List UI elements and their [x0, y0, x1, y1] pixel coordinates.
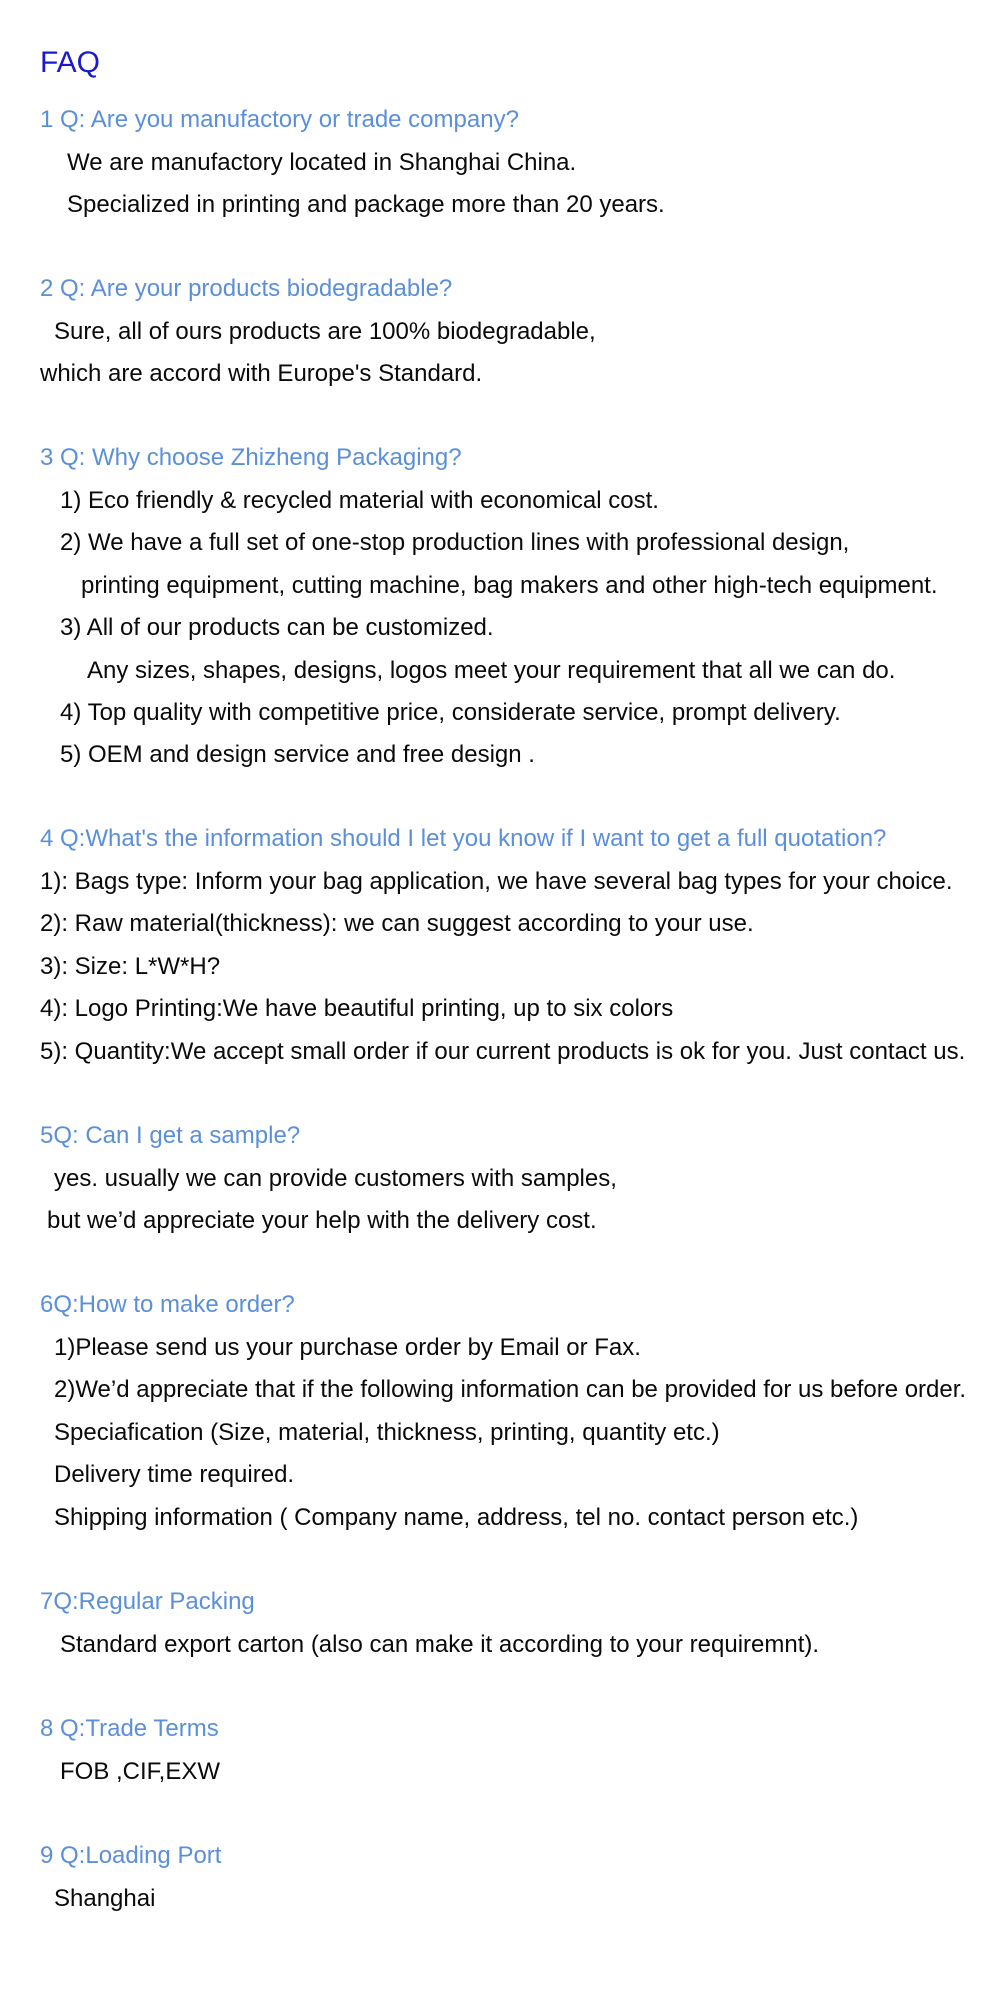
faq-answer-line: Any sizes, shapes, designs, logos meet your requirement that all we can do. — [87, 657, 896, 684]
faq-question-9: 9 Q:Loading Port — [40, 1842, 222, 1869]
faq-answer-line: Specialized in printing and package more than 20 years. — [67, 191, 665, 218]
faq-question-8: 8 Q:Trade Terms — [40, 1715, 219, 1742]
faq-answer-line: 3): Size: L*W*H? — [40, 953, 221, 980]
faq-answer-line: Shipping information ( Company name, address, tel no. contact person etc.) — [54, 1504, 859, 1531]
faq-answer-line: 1) Eco friendly & recycled material with economical cost. — [60, 487, 659, 514]
faq-answer-line: 2) We have a full set of one-stop production lines with professional design, — [60, 529, 850, 556]
faq-question-7: 7Q:Regular Packing — [40, 1588, 255, 1615]
faq-answer-line: 5) OEM and design service and free design . — [60, 741, 535, 768]
faq-answer-line: Standard export carton (also can make it according to your requiremnt). — [60, 1631, 820, 1658]
faq-answer-line: FOB ,CIF,EXW — [60, 1758, 221, 1785]
faq-question-3: 3 Q: Why choose Zhizheng Packaging? — [40, 444, 462, 471]
faq-answer-line: yes. usually we can provide customers with samples, — [54, 1165, 617, 1192]
faq-question-6: 6Q:How to make order? — [40, 1291, 295, 1318]
faq-question-2: 2 Q: Are your products biodegradable? — [40, 275, 453, 302]
faq-answer-line: Delivery time required. — [54, 1461, 295, 1488]
faq-question-5: 5Q: Can I get a sample? — [40, 1122, 301, 1149]
faq-answer-line: 1): Bags type: Inform your bag application, we have several bag types for your choice. — [40, 868, 953, 895]
faq-answer-line: 3) All of our products can be customized. — [60, 614, 494, 641]
faq-answer-line: which are accord with Europe's Standard. — [40, 360, 483, 387]
faq-answer-line: 4): Logo Printing:We have beautiful printing, up to six colors — [40, 995, 674, 1022]
faq-answer-line: 4) Top quality with competitive price, considerate service, prompt delivery. — [60, 699, 841, 726]
faq-answer-line: 2): Raw material(thickness): we can suggest according to your use. — [40, 910, 754, 937]
faq-answer-line: Speciafication (Size, material, thickness, printing, quantity etc.) — [54, 1419, 720, 1446]
faq-answer-line: We are manufactory located in Shanghai China. — [67, 149, 577, 176]
faq-answer-line: 1)Please send us your purchase order by Email or Fax. — [54, 1334, 641, 1361]
faq-question-4: 4 Q:What's the information should I let you know if I want to get a full quotation? — [40, 825, 887, 852]
faq-answer-line: Sure, all of ours products are 100% biodegradable, — [54, 318, 596, 345]
faq-question-1: 1 Q: Are you manufactory or trade company? — [40, 106, 519, 133]
faq-answer-line: Shanghai — [54, 1885, 156, 1912]
faq-answer-line: 5): Quantity:We accept small order if our current products is ok for you. Just contact us. — [40, 1038, 966, 1065]
faq-answer-line: printing equipment, cutting machine, bag makers and other high-tech equipment. — [81, 572, 938, 599]
faq-answer-line: 2)We’d appreciate that if the following information can be provided for us before order. — [54, 1376, 967, 1403]
faq-answer-line: but we’d appreciate your help with the delivery cost. — [47, 1207, 597, 1234]
page-title: FAQ — [40, 46, 101, 79]
